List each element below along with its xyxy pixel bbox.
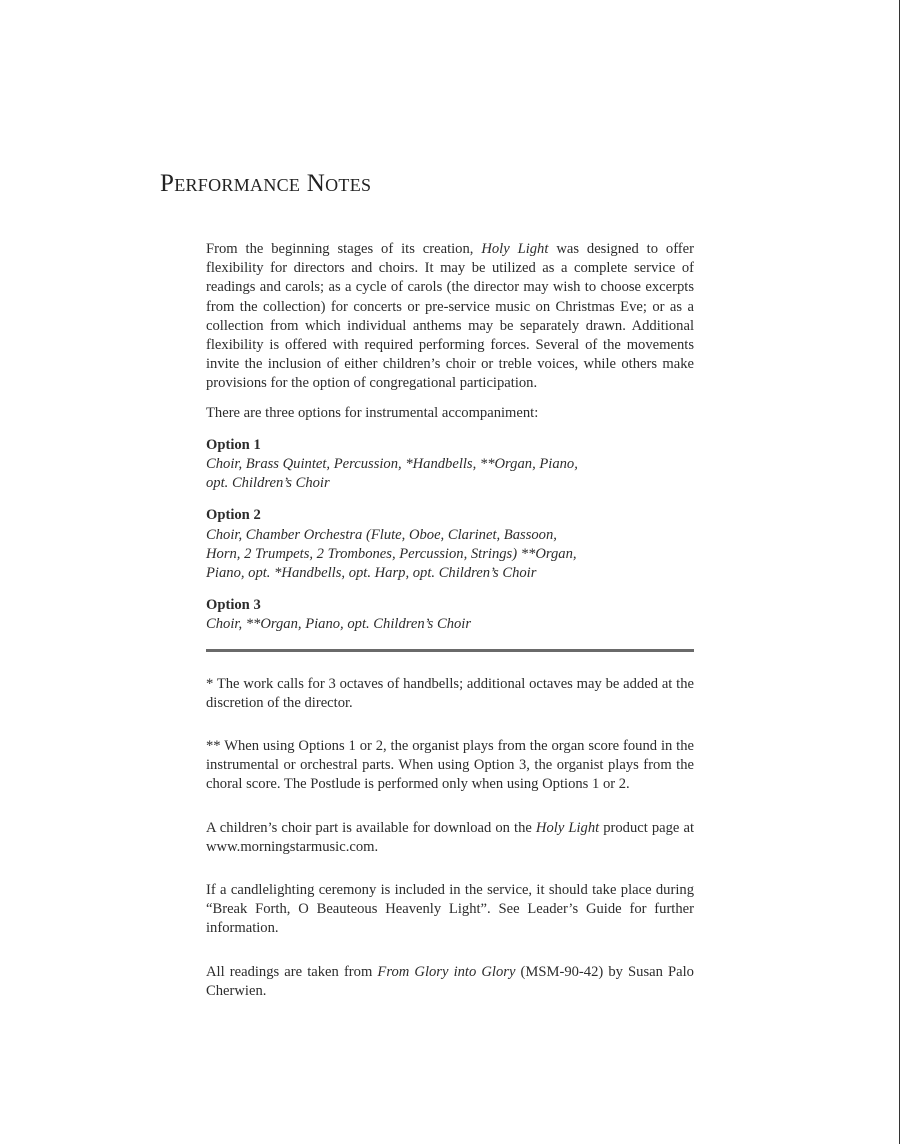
childrens-part-text-end: product page at www.morningstarmusic.com. — [206, 819, 694, 855]
readings-book-title: From Glory into Glory — [377, 963, 516, 980]
option-2-description: Choir, Chamber Orchestra (Flute, Oboe, Clarinet, Bassoon, Horn, 2 Trumpets, 2 Trombones, Percussion, Strings) **Organ, Piano, opt. *Handbells, opt. Harp, opt. Children’s Choir — [206, 526, 577, 582]
intro-work-title: Holy Light — [481, 241, 549, 257]
section-divider — [206, 649, 694, 652]
readings-note — [206, 963, 694, 1001]
candlelighting-note: If a candlelighting ceremony is included in the service, it should take place during “Break Forth, O Beauteous Heavenly Light”. See Leader’s Guide for further information. — [206, 882, 694, 937]
option-1 — [206, 436, 694, 494]
option-3 — [206, 596, 694, 634]
option-1-label: Option 1 — [206, 436, 261, 453]
readings-text-start: All readings are taken from — [206, 963, 378, 980]
intro-paragraph — [206, 240, 694, 394]
organ-note: ** When using Options 1 or 2, the organist plays from the organ score found in the instrumental or orchestral parts. When using Option 3, the organist plays from the choral score. The Postlude is performed only when using Options 1 or 2. — [206, 738, 694, 793]
option-3-label: Option 3 — [206, 597, 261, 614]
page-title: Performance Notes — [160, 170, 372, 197]
option-1-description: Choir, Brass Quintet, Percussion, *Handbells, **Organ, Piano, opt. Children’s Choir — [206, 456, 578, 492]
readings-text-end: (MSM-90-42) by Susan Palo Cherwien. — [206, 963, 694, 999]
option-2-label: Option 2 — [206, 507, 261, 524]
childrens-part-work-title: Holy Light — [535, 819, 600, 836]
notes-content — [206, 240, 694, 1001]
options-lead: There are three options for instrumental accompaniment: — [206, 404, 539, 421]
handbells-note: * The work calls for 3 octaves of handbells; additional octaves may be added at the discretion of the director. — [206, 675, 694, 711]
option-3-description: Choir, **Organ, Piano, opt. Children’s Choir — [206, 616, 472, 633]
childrens-part-note — [206, 819, 694, 857]
option-2 — [206, 506, 694, 583]
intro-text-end: was designed to offer flexibility for directors and choirs. It may be utilized as a complete service of readings and carols; as a cycle of carols (the director may wish to choose excerpts from the collection) for concerts or pre-service music on Christmas Eve; or as a collection from which individual anthems may be separately drawn. Additional flexibility is offered with required performing forces. Several of the movements invite the inclusion of either children’s choir or treble voices, while others make provisions for the option of congregational participation. — [206, 241, 695, 392]
childrens-part-text-start: A children’s choir part is available for download on the — [206, 819, 536, 836]
intro-text-start: From the beginning stages of its creation, — [206, 241, 482, 257]
